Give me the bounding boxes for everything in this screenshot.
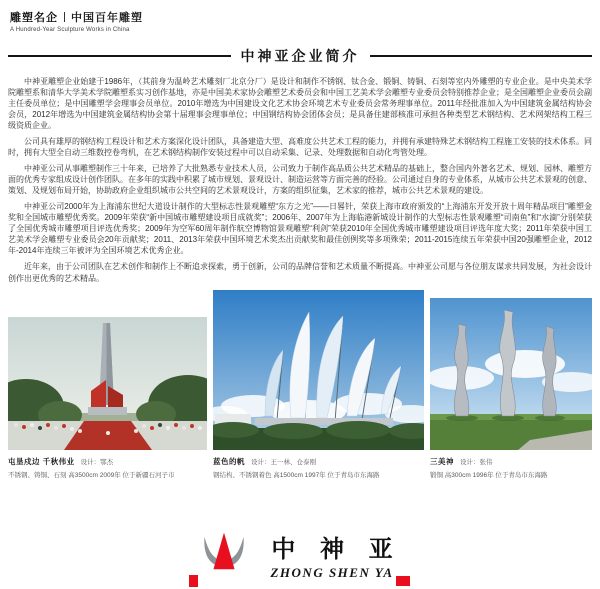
paragraph-awards: 中神亚公司2000年为上海浦东世纪大道设计制作的大型标志性景观雕塑“东方之光”——日晷针，荣获上海市政府颁发的“上海浦东开发开放十周年精品项目”雕塑金奖和全国城市雕塑优秀奖。2009年荣获“新中国城市雕塑建设项目成就奖”；2006年、2007年为上海临港新城设计制作的大型标志性景观雕塑“司南鱼”和“水滴”分别荣获了全国优秀城市雕塑项目评选优秀奖；2009年为空军60周年制作航空博物馆景观雕塑“利剑”荣获2010年全国优秀城市雕塑建设项目评选年度大奖；2011年荣获中国工艺美术学会雕塑专业委员会20年贡献奖；2011、2013年荣获中国环境艺术奖杰出贡献奖和最佳创例奖等多项殊荣；2011-2015连续五年荣获中国20强雕塑企业，2012年-2014年连续三年被评为全国环境艺术优秀企业。 xyxy=(8,202,592,256)
page-title: 中神亚企业简介 xyxy=(240,50,360,65)
sculpture-gallery xyxy=(0,290,600,480)
paragraph-team: 中神亚公司从事雕塑制作三十年来，已培养了大批熟悉专业技术人员，公司致力于制作高品质公共艺术精品的基础上，整合国内外著名艺术、规划、园林、雕塑方面的优秀专家组成设计创作团队。在多年的实践中积累了城市规划、景观设计、制造运营等方面完善的经验。公司通过自身的专业体系，从城市公共艺术景观的创意、策划、及规划布局开始，协助政府企业组织城市公共空间的艺术景观设计，方案的组织征集，艺术家的推荐，城市公共艺术景观的建设。 xyxy=(8,164,592,196)
paragraph-capability: 公司具有雄厚的钢结构工程设计和艺术方案深化设计团队，具备建造大型、高难度公共艺术工程的能力，并拥有承建特殊艺术钢结构工程施工安装的技术体系。同时，拥有大型全自动三维数控卷弯机，在艺术钢结构制作安装过程中可以自动采集、记录、处理数据和自动化弯管处理。 xyxy=(8,137,592,158)
paragraph-closing: 近年来，由于公司团队在艺术创作和制作上不断追求探索，勇于创新，公司的品牌信誉和艺术质量不断提高。中神亚公司愿与各位朋友谋求共同发展，为社会设计创作出更优秀的艺术精品。 xyxy=(8,262,592,283)
caption-title: 屯垦戍边 千秋伟业 xyxy=(8,456,75,466)
brand-title xyxy=(10,9,600,25)
gallery-item-three-graces xyxy=(430,298,592,480)
title-rule-left xyxy=(8,55,231,57)
title-rule-right xyxy=(370,55,593,57)
caption-details: 不锈钢、铸铜、石刻 高3500cm 2009年 位于新疆石河子市 xyxy=(8,471,175,479)
paragraph-history: 中神亚雕塑企业始建于1986年，（其前身为温岭艺术雕刻厂北京分厂）是设计和制作不锈钢、钛合金、锻铜、铸铜、石刻等室内外雕塑的专业企业。是中央美术学院雕塑系和清华大学美术学院雕塑系实习创作基地，亦是中国美术家协会雕塑艺术委员会和中国工艺美术学会雕塑专业委员会特别推荐企业；是全国雕塑企业委员会副主任委员单位；是中国雕塑学会理事会员单位。2010年增选为中国建设文化艺术协会环境艺术专业委员会常务理事单位。2011年经批准加入为中国建筑金属结构协会会员，2012年增选为中国建筑金属结构协会第十届理事会理事单位；中国钢结构协会团体会员；是具备住建部核准可承担各种类型艺术钢结构、艺术网架结构工程三级资质企业。 xyxy=(8,77,592,131)
brand-subtitle-english: A Hundred-Year Sculpture Works in China xyxy=(10,27,130,33)
caption-details: 钢结构、不锈钢着色 高1500cm 1997年 位于青岛市东海路 xyxy=(213,471,380,479)
caption-monument xyxy=(8,450,207,480)
company-logo-footer xyxy=(0,529,600,581)
caption-designer: 设计：张伟 xyxy=(460,458,493,466)
logo-chinese-name: 中 神 亚 xyxy=(271,536,402,563)
company-profile-text xyxy=(0,66,600,284)
blue-sails-qingdao-photo xyxy=(213,290,424,450)
caption-designer: 设计：鄂杰 xyxy=(80,458,114,466)
gallery-item-blue-sails xyxy=(213,290,424,480)
brand-title-primary: 雕塑名企 xyxy=(10,12,58,24)
bull-horns-triangle-logo-icon xyxy=(198,531,250,579)
three-graces-qingdao-photo xyxy=(430,298,592,450)
gallery-item-monument xyxy=(8,317,207,480)
caption-details: 锻铜 高300cm 1996年 位于青岛市东海路 xyxy=(430,471,548,479)
section-title-row xyxy=(0,46,600,66)
footer-accent-right xyxy=(396,576,410,586)
caption-title: 蓝色的帆 xyxy=(213,456,245,466)
brand-title-secondary: 中国百年雕塑 xyxy=(71,12,143,24)
brand-header xyxy=(0,0,600,33)
logo-english-name: ZHONG SHEN YA xyxy=(270,565,394,580)
monument-shihezi-photo xyxy=(8,317,207,450)
footer-accent-left xyxy=(189,575,198,587)
caption-title: 三美神 xyxy=(430,456,454,466)
caption-blue-sails xyxy=(213,450,424,480)
caption-three-graces xyxy=(430,450,592,480)
caption-designer: 设计：王一林、仓泰刚 xyxy=(251,458,316,466)
logo-text-block xyxy=(262,529,401,581)
brand-divider xyxy=(64,12,65,22)
